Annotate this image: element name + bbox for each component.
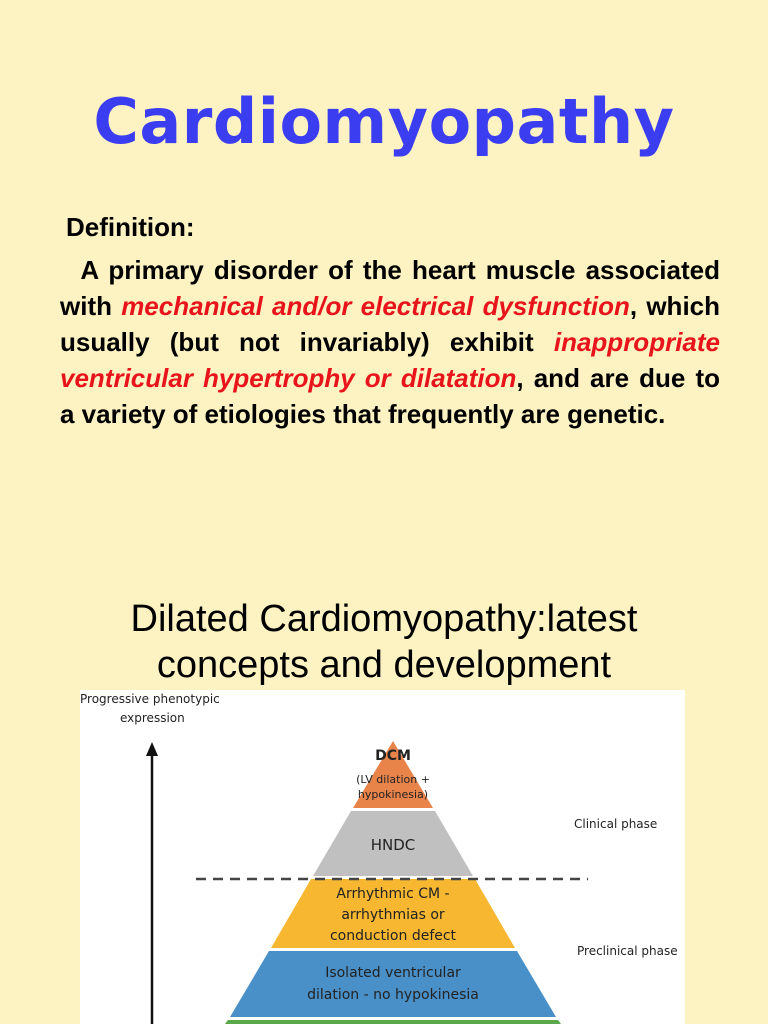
- tier-dcm-line3: hypokinesia): [357, 788, 429, 801]
- slide-title: Cardiomyopathy: [93, 85, 675, 158]
- tier-dcm-title: DCM: [375, 748, 411, 764]
- axis-arrowhead: [146, 742, 158, 756]
- definition-part: , which usually (but not invariably) exhibit: [60, 291, 721, 357]
- pyramid-diagram: [80, 690, 685, 1024]
- pyramid-tier-base: [225, 1020, 561, 1024]
- clinical-phase-label: Clinical phase: [574, 817, 658, 831]
- pyramid-figure: [80, 690, 685, 1024]
- tier-arrhythmic-line3: conduction defect: [329, 928, 457, 944]
- definition-highlight: mechanical and/or electrical dysfunction: [121, 291, 630, 321]
- tier-isolated-line2: dilation - no hypokinesia: [307, 987, 479, 1003]
- definition-part: , and are due to a variety of etiologies that frequently are genetic.: [60, 363, 720, 429]
- tier-isolated-line1: Isolated ventricular: [325, 965, 461, 981]
- pyramid-tier-isolated-dilation: [230, 951, 556, 1017]
- axis-label-line2: expression: [120, 711, 185, 725]
- definition-highlight: inappropriate ventricular hypertrophy or dilatation: [60, 327, 720, 393]
- tier-arrhythmic-line2: arrhythmias or: [341, 907, 445, 923]
- tier-arrhythmic-line1: Arrhythmic CM -: [336, 886, 450, 902]
- definition-label: Definition:: [66, 212, 195, 242]
- definition-body: [60, 252, 720, 432]
- figure-subtitle: Dilated Cardiomyopathy:latest concepts and development: [130, 598, 638, 686]
- tier-hndc-label: HNDC: [370, 836, 416, 854]
- preclinical-phase-label: Preclinical phase: [577, 944, 678, 958]
- axis-label-line1: Progressive phenotypic: [80, 692, 220, 706]
- tier-dcm-line2: (LV dilation +: [356, 773, 430, 786]
- definition-part: A primary disorder of the heart muscle associated with: [60, 255, 720, 321]
